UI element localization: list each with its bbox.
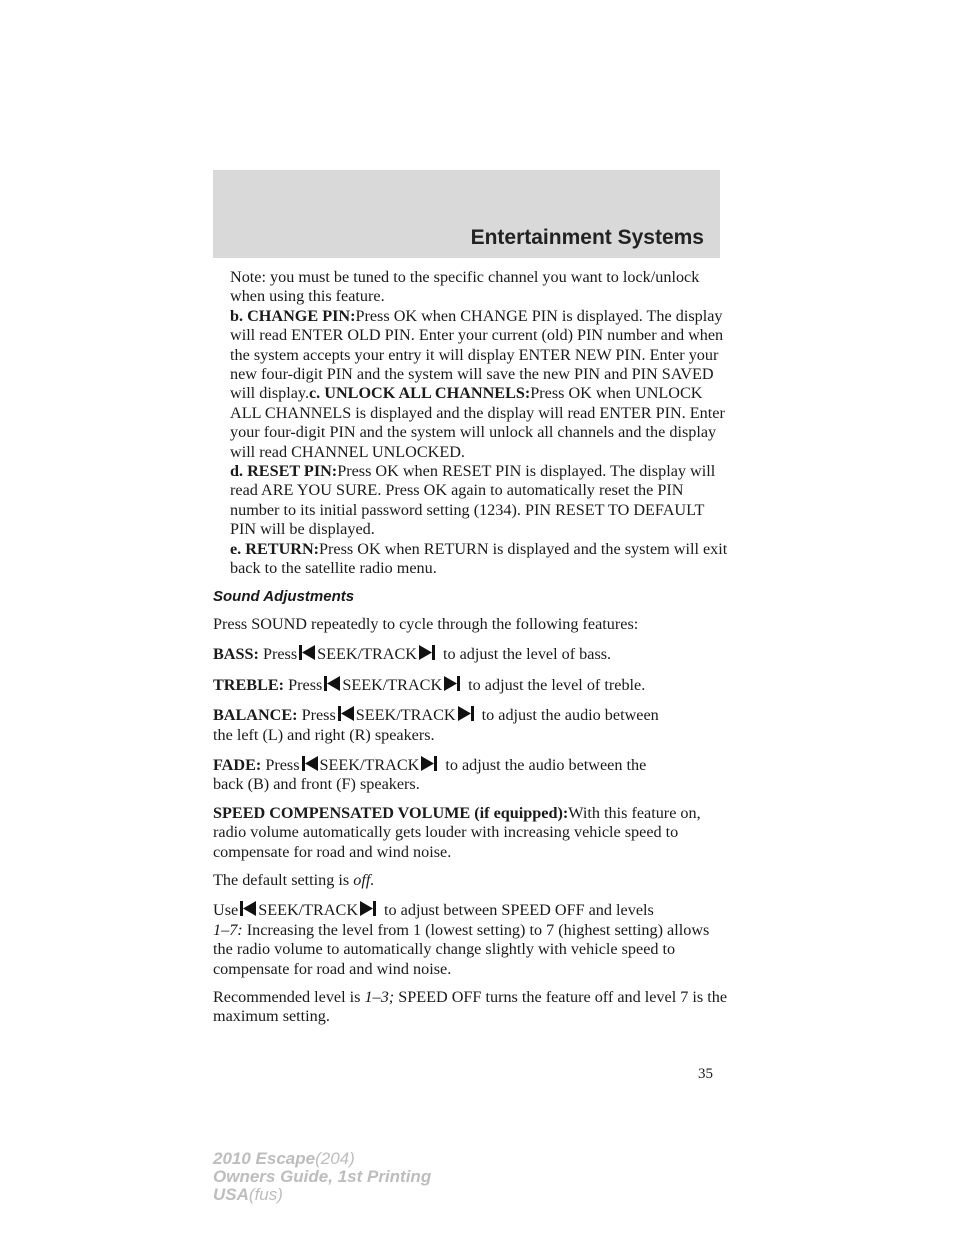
- seek-track-text: SEEK/TRACK: [342, 675, 443, 694]
- seek-left-icon: [300, 754, 320, 773]
- seek-track-text: SEEK/TRACK: [258, 901, 359, 920]
- reset-pin-label: d. RESET PIN:: [230, 462, 338, 481]
- fade-label: FADE:: [213, 755, 262, 774]
- return-paragraph: [230, 540, 733, 579]
- treble-label: TREBLE:: [213, 675, 285, 694]
- seek-right-icon: [456, 704, 476, 723]
- seek-right-icon: [417, 643, 437, 662]
- balance-text: to adjust the audio between: [481, 706, 659, 725]
- recommended-prefix: Recommended level is: [213, 988, 361, 1006]
- speed-compensated-volume-paragraph: [213, 804, 733, 862]
- unlock-all-text: Press OK when UNLOCK ALL CHANNELS is displayed and the display will read ENTER PIN. Enter your four-digit PIN and the system will unlock all channels and the display will read CHANNEL UNLOCKED.: [230, 384, 725, 461]
- return-label: e. RETURN:: [230, 539, 320, 558]
- balance-paragraph: [213, 704, 733, 745]
- reset-pin-text: Press OK when RESET PIN is displayed. The display will read ARE YOU SURE. Press OK again to automatically reset the PIN number to its initial password setting (1234). PIN RESET TO DEFAULT PIN will be displayed.: [230, 462, 716, 539]
- fade-paragraph: [213, 754, 733, 795]
- press-text: Press: [288, 675, 323, 694]
- seek-left-icon: [238, 899, 258, 918]
- bass-text: to adjust the level of bass.: [442, 645, 612, 664]
- section-title: Entertainment Systems: [470, 226, 704, 249]
- seek-left-icon: [322, 674, 342, 693]
- default-value: off.: [353, 870, 375, 889]
- levels-text: Increasing the level from 1 (lowest setting) to 7 (highest setting) allows the radio volume to automatically change slightly with vehicle speed to compensate for road and wind noise.: [213, 920, 710, 978]
- scv-text: With this feature on, radio volume automatically gets louder with increasing vehicle speed to compensate for road and wind noise.: [213, 803, 701, 861]
- reset-pin-paragraph: [230, 462, 733, 540]
- seek-left-icon: [336, 704, 356, 723]
- change-pin-text: Press OK when CHANGE PIN is displayed. The display will read ENTER OLD PIN. Enter your current (old) PIN number and when the system accepts your entry it will display ENTER NEW PIN. Enter your new four-digit PIN and the system will save the new PIN and PIN SAVED will display.: [230, 306, 724, 403]
- footer-guide: Owners Guide, 1st Printing: [213, 1167, 432, 1186]
- satellite-pin-options: [213, 268, 733, 579]
- default-setting-paragraph: [213, 871, 733, 890]
- lock-note: Note: you must be tuned to the specific channel you want to lock/unlock when using this feature.: [230, 268, 700, 306]
- press-text: Press: [262, 645, 298, 664]
- recommended-text: SPEED OFF turns the feature off and level 7 is the maximum setting.: [213, 988, 728, 1026]
- unlock-all-label: c. UNLOCK ALL CHANNELS:: [309, 384, 531, 403]
- bass-paragraph: [213, 643, 733, 664]
- recommended-value: 1–3;: [364, 988, 395, 1006]
- scv-label: SPEED COMPENSATED VOLUME (if equipped):: [213, 803, 569, 822]
- seek-right-icon: [419, 754, 439, 773]
- seek-right-icon: [358, 899, 378, 918]
- fade-text: to adjust the audio between the: [445, 755, 647, 774]
- page-number: 35: [698, 1066, 713, 1082]
- balance-label: BALANCE:: [213, 706, 298, 725]
- sound-adjustments-heading: Sound Adjustments: [213, 587, 355, 605]
- section-header-bar: [213, 170, 720, 258]
- change-pin-paragraph: [230, 307, 733, 462]
- use-text: Use: [213, 901, 239, 920]
- press-text: Press: [265, 755, 300, 774]
- seek-track-text: SEEK/TRACK: [319, 755, 420, 774]
- fade-text-continued: back (B) and front (F) speakers.: [213, 775, 420, 794]
- change-pin-label: b. CHANGE PIN:: [230, 306, 356, 325]
- footer-model-line: [213, 1150, 431, 1168]
- levels-range: 1–7:: [213, 920, 243, 939]
- use-seek-paragraph: [213, 899, 733, 979]
- footer-region-code: (fus): [248, 1185, 283, 1204]
- page-content: [213, 268, 733, 1027]
- treble-text: to adjust the level of treble.: [468, 675, 646, 694]
- treble-paragraph: [213, 674, 733, 695]
- print-footer: [213, 1150, 431, 1204]
- footer-region-line: [213, 1186, 431, 1204]
- footer-model-code: (204): [315, 1149, 355, 1168]
- bass-label: BASS:: [213, 645, 259, 664]
- recommended-level-paragraph: [213, 988, 733, 1027]
- return-text: Press OK when RETURN is displayed and the system will exit back to the satellite radio menu.: [230, 539, 728, 578]
- balance-text-continued: the left (L) and right (R) speakers.: [213, 725, 435, 744]
- seek-track-text: SEEK/TRACK: [355, 706, 456, 725]
- seek-left-icon: [297, 643, 317, 662]
- footer-region: USA: [213, 1185, 249, 1204]
- use-seek-text: to adjust between SPEED OFF and levels: [384, 901, 654, 920]
- seek-right-icon: [442, 674, 462, 693]
- press-text: Press: [301, 706, 336, 725]
- footer-model: 2010 Escape: [213, 1149, 316, 1168]
- seek-track-text: SEEK/TRACK: [317, 645, 417, 664]
- sound-intro: Press SOUND repeatedly to cycle through the following features:: [213, 614, 639, 633]
- default-prefix: The default setting is: [213, 870, 350, 889]
